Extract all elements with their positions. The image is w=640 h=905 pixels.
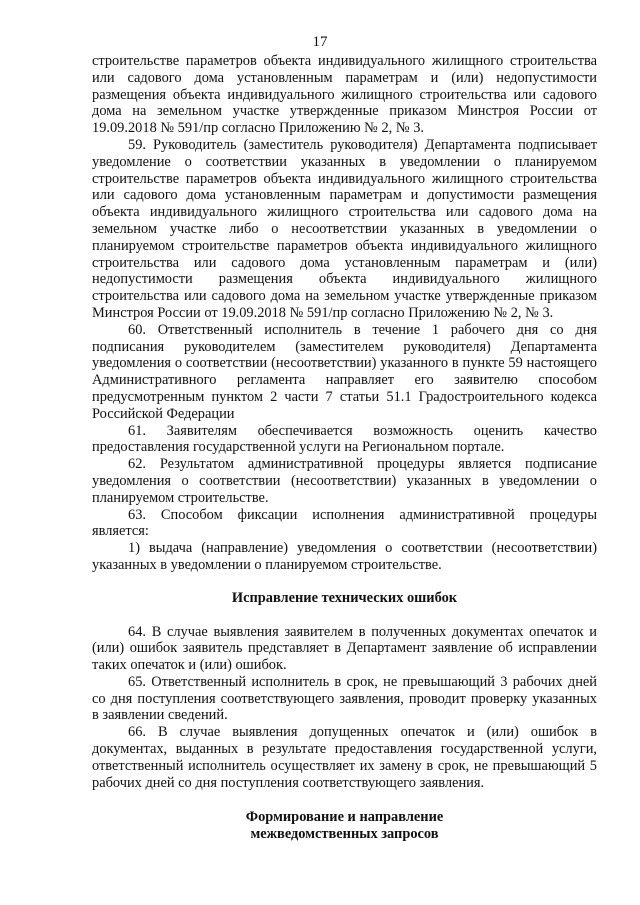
paragraph-64: 64. В случае выявления заявителем в полученных документах опечаток и (или) ошибок заявитель представляет в Департамент заявление об исправлении таких опечаток и (или) ошибок.	[92, 623, 597, 674]
paragraph-66: 66. В случае выявления допущенных опечаток и (или) ошибок в документах, выданных в результате предоставления государственной услуги, ответственный исполнитель осуществляет их замену в срок, не превышающий 5 рабочих дней со дня поступления соответствующего заявления.	[92, 724, 597, 791]
paragraph-63-item-1: 1) выдача (направление) уведомления о соответствии (несоответствии) указанных в уведомлении о планируемом строительстве.	[92, 540, 597, 573]
paragraph-60: 60. Ответственный исполнитель в течение 1 рабочего дня со дня подписания руководителем (заместителем руководителя) Департамента уведомления о соответствии (несоответствии) указанного в пункте 59 настоящего Административного регламента направляет его заявителю способом предусмотренным пунктом 2 части 7 статьи 51.1 Градостроительного кодекса Российской Федерации	[92, 321, 597, 422]
document-body	[92, 53, 597, 843]
section-heading-technical-errors: Исправление технических ошибок	[231, 589, 458, 606]
section-heading-interagency-requests-line-1: Формирование и направление	[245, 809, 444, 826]
paragraph-63: 63. Способом фиксации исполнения административной процедуры является:	[92, 506, 597, 540]
paragraph-58-continuation: строительстве параметров объекта индивидуального жилищного строительства или садового дома установленным параметрам и (или) недопустимости размещения объекта индивидуального жилищного строительства или садового дома на земельном участке утвержденные приказом Минстроя России от 19.09.2018 № 591/пр согласно Приложению № 2, № 3.	[92, 53, 597, 137]
paragraph-65: 65. Ответственный исполнитель в срок, не превышающий 3 рабочих дней со дня поступления соответствующего заявления, проводит проверку указанных в заявлении сведений.	[92, 673, 597, 724]
page-number: 17	[312, 34, 328, 50]
section-heading-interagency-requests-line-2: межведомственных запросов	[250, 826, 439, 843]
spacer	[92, 791, 597, 809]
spacer	[92, 607, 597, 624]
paragraph-59: 59. Руководитель (заместитель руководителя) Департамента подписывает уведомление о соответствии указанных в уведомлении о планируемом строительстве параметров объекта индивидуального жилищного строительства или садового дома установленным параметрам и допустимости размещения объекта индивидуального жилищного строительства или садового дома на земельном участке либо о несоответствии указанных в уведомлении о планируемом строительстве параметров объекта индивидуального жилищного строительства или садового дома установленным параметрам и (или) недопустимости размещения объекта индивидуального жилищного строительства или садового дома на земельном участке утвержденные приказом Минстроя России от 19.09.2018 № 591/пр согласно Приложению № 2, № 3.	[92, 136, 597, 321]
paragraph-62: 62. Результатом административной процедуры является подписание уведомления о соответствии (несоответствии) указанных в уведомлении о планируемом строительстве.	[92, 456, 597, 506]
spacer	[92, 574, 597, 590]
paragraph-61: 61. Заявителям обеспечивается возможность оценить качество предоставления государственной услуги на Региональном портале.	[92, 422, 597, 456]
